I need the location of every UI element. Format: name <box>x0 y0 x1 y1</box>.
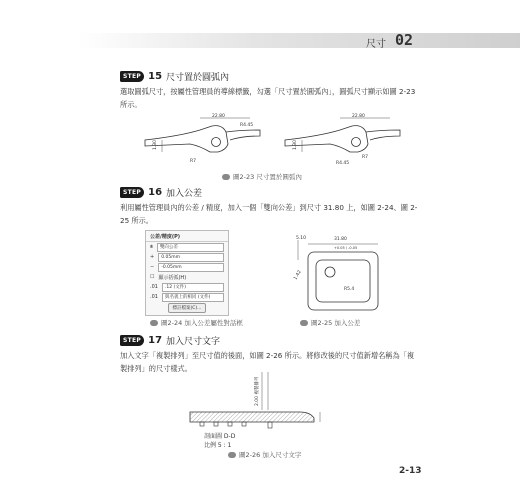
caption-text: 圖2-25 加入公差 <box>311 319 361 327</box>
tolerance-type-row <box>146 242 228 252</box>
tolerance-icon: ⩲ <box>150 244 153 250</box>
step-15-text: 選取圓弧尺寸，按屬性管理員的導線標籤，勾選「尺寸置於圓弧內」，圓弧尺寸顯示如圖 2-23 所示。 <box>120 87 416 109</box>
checkbox-row <box>146 272 228 282</box>
caption-icon <box>228 452 236 458</box>
step-badge: STEP <box>120 335 144 346</box>
precision-icon: .01 <box>150 284 158 290</box>
step-17-heading <box>120 334 220 347</box>
upper-tolerance-input[interactable]: 0.05mm <box>158 253 224 262</box>
checkbox-label: 顯示括弧(H) <box>158 274 187 281</box>
dim-side-right: 1.30 <box>293 139 298 150</box>
dim-top: 5.10 <box>296 236 307 241</box>
caption-text: 圖2-26 加入尺寸文字 <box>239 451 302 459</box>
caption-text: 圖2-23 尺寸置於圓弧內 <box>233 173 302 181</box>
dim-r-left: R7 <box>190 159 196 164</box>
precision-select[interactable]: .12 (文件) <box>162 283 224 292</box>
caption-icon <box>222 174 230 180</box>
tolerance-type-select[interactable]: 雙向公差 <box>157 243 224 252</box>
step-15-heading <box>120 70 229 83</box>
minus-icon: − <box>150 264 155 270</box>
lower-tolerance-input[interactable]: -0.05mm <box>158 263 224 272</box>
dim-top-left: 22.80 <box>212 114 225 119</box>
dim-radius-right: R4.45 <box>336 161 350 166</box>
dim-main: 31.80 <box>334 237 347 242</box>
step-16-heading <box>120 186 202 199</box>
dim-side2: R5.4 <box>344 287 355 292</box>
dim-side-left: 1.30 <box>153 139 158 150</box>
figure-2-24-caption <box>150 318 243 327</box>
chapter-title: 尺寸 <box>366 39 386 50</box>
chapter-header-bar <box>78 33 520 48</box>
scale-label: 比例 5 : 1 <box>204 442 232 449</box>
plus-icon: + <box>150 254 155 260</box>
step-title: 加入公差 <box>166 189 203 199</box>
precision2-row <box>146 292 228 302</box>
figure-2-23 <box>140 110 410 170</box>
figure-2-23-right <box>285 113 400 166</box>
figure-2-26-caption <box>228 450 301 459</box>
dim-radius-left: R4.45 <box>240 123 254 128</box>
step-badge: STEP <box>120 71 144 82</box>
figure-2-23-left <box>145 113 260 164</box>
step-title: 尺寸置於圓弧內 <box>166 73 230 83</box>
step-number: 15 <box>148 71 163 82</box>
step-badge: STEP <box>120 187 144 198</box>
button-row <box>146 302 228 314</box>
figure-2-26 <box>180 370 340 450</box>
step-16-text: 利用屬性管理員內的公差 / 精度，加入一個「雙向公差」到尺寸 31.80 上，如圖 2-24、圖 2-25 所示。 <box>120 203 418 225</box>
precision2-icon: .01 <box>150 294 158 300</box>
lower-row <box>146 262 228 272</box>
tolerance-property-panel <box>145 230 229 316</box>
step-number: 17 <box>148 335 163 346</box>
dim-tol: +0.05 / -0.05 <box>334 246 358 250</box>
figure-2-25 <box>290 230 380 315</box>
figure-2-23-caption <box>222 172 302 181</box>
chapter-number: 02 <box>395 31 414 49</box>
caption-icon <box>300 320 308 326</box>
step-title: 加入尺寸文字 <box>166 337 221 347</box>
caption-icon <box>150 320 158 326</box>
step-number: 16 <box>148 187 163 198</box>
dim-side1: 1.42 <box>293 269 303 281</box>
dim-top-right: 22.80 <box>352 114 365 119</box>
page-number: 2-13 <box>399 466 422 476</box>
upper-row <box>146 252 228 262</box>
figure-2-25-caption <box>300 318 360 327</box>
step-17-text: 加入文字「複製排列」至尺寸值的後面，如圖 2-26 所示。將修改後的尺寸值新增名稱為「複製排列」的尺寸樣式。 <box>120 351 415 373</box>
precision-row <box>146 282 228 292</box>
precision2-select[interactable]: 與名義上的相同 (文件) <box>162 293 224 302</box>
vertical-dim-label: 2.00 複製排列 <box>255 376 260 406</box>
panel-title: 公差/精度(P) <box>146 231 228 242</box>
caption-text: 圖2-24 加入公差屬性對話框 <box>161 319 243 327</box>
dim-r-right: R7 <box>362 155 368 160</box>
checkbox-icon[interactable]: ☐ <box>150 274 155 280</box>
section-label: 剖面圖 D-D <box>204 433 236 440</box>
annotate-button[interactable]: 標註檔案(C)... <box>168 303 207 313</box>
